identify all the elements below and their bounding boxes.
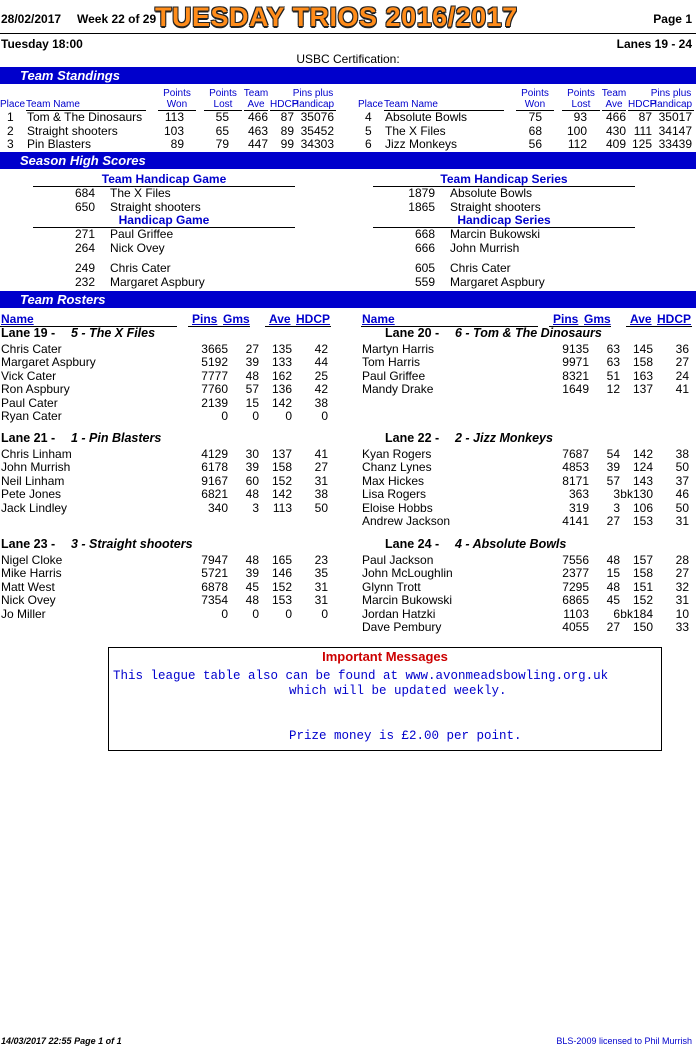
player-name: Glynn Trott bbox=[362, 579, 421, 594]
high-score-name: Margaret Aspbury bbox=[110, 274, 205, 289]
player-hdcp: 31 bbox=[314, 473, 328, 488]
high-score-name: John Murrish bbox=[450, 240, 520, 255]
high-score-name: Chris Cater bbox=[110, 261, 171, 275]
player-gms: 27 bbox=[606, 620, 620, 634]
player-ave: 106 bbox=[632, 500, 653, 515]
player-ave: 142 bbox=[271, 395, 292, 410]
player-pins: 6821 bbox=[201, 487, 228, 501]
section-bar-standings bbox=[0, 67, 696, 84]
player-pins: 7295 bbox=[562, 579, 589, 594]
high-score-value: 271 bbox=[74, 227, 95, 241]
player-gms: 6 bbox=[613, 606, 620, 621]
standing-won: 103 bbox=[163, 123, 184, 138]
standing-hdcp: 99 bbox=[280, 137, 294, 151]
player-ave: 133 bbox=[271, 355, 292, 369]
player-gms: 0 bbox=[252, 606, 259, 621]
high-score-title: Team Handicap Game bbox=[101, 172, 227, 186]
player-gms: 3 bbox=[252, 500, 259, 515]
standing-ave: 409 bbox=[605, 137, 626, 151]
page-number: Page 1 bbox=[653, 12, 692, 26]
player-ave: 136 bbox=[271, 382, 292, 396]
standing-pins: 34147 bbox=[658, 123, 692, 138]
header-underline bbox=[188, 326, 250, 327]
player-ave: 157 bbox=[632, 552, 653, 567]
player-name: Ryan Cater bbox=[1, 409, 62, 423]
player-name: Margaret Aspbury bbox=[1, 355, 96, 369]
standing-ave: 466 bbox=[247, 110, 268, 124]
player-hdcp: 0 bbox=[321, 606, 328, 621]
message-line-1: This league table also can be found at www.avonmeadsbowling.org.uk bbox=[113, 669, 609, 683]
player-ave: 165 bbox=[271, 552, 292, 567]
player-gms: 63 bbox=[606, 355, 620, 369]
team-name: 6 - Tom & The Dinosaurs bbox=[455, 326, 602, 340]
player-hdcp: 46 bbox=[675, 487, 689, 501]
col-header-team-ave: Ave bbox=[605, 99, 623, 110]
standing-hdcp: 87 bbox=[638, 110, 652, 124]
high-score-value: 559 bbox=[414, 274, 435, 289]
player-gms: 12 bbox=[606, 382, 620, 396]
section-bar-high-scores bbox=[0, 152, 696, 169]
roster-header-ave: Ave bbox=[630, 312, 652, 326]
player-gms: 54 bbox=[606, 446, 620, 461]
standing-lost: 55 bbox=[215, 110, 229, 124]
high-score-name: Marcin Bukowski bbox=[450, 227, 541, 241]
standing-lost: 100 bbox=[566, 123, 587, 138]
player-hdcp: 33 bbox=[675, 620, 689, 634]
player-name: Nick Ovey bbox=[1, 593, 56, 607]
high-score-value: 249 bbox=[74, 261, 95, 275]
player-hdcp: 28 bbox=[675, 552, 689, 567]
player-name: Jordan Hatzki bbox=[362, 606, 436, 621]
player-name: Eloise Hobbs bbox=[362, 500, 433, 515]
high-score-value: 1879 bbox=[408, 186, 435, 200]
player-gms: 48 bbox=[245, 487, 259, 501]
player-hdcp: 10 bbox=[675, 606, 689, 621]
player-name: Ron Aspbury bbox=[1, 382, 70, 396]
standing-ave: 463 bbox=[247, 123, 268, 138]
player-gms: 15 bbox=[245, 395, 259, 410]
player-ave: 124 bbox=[632, 460, 653, 474]
player-hdcp: 36 bbox=[675, 341, 689, 356]
player-pins: 6178 bbox=[201, 460, 228, 474]
player-name: Mandy Drake bbox=[362, 382, 434, 396]
player-gms: 63 bbox=[606, 341, 620, 356]
standing-pins: 35076 bbox=[300, 110, 334, 124]
player-gms: 48 bbox=[606, 579, 620, 594]
player-gms: 48 bbox=[245, 368, 259, 383]
high-score-value: 650 bbox=[74, 199, 95, 214]
standing-won: 89 bbox=[170, 137, 184, 151]
player-hdcp: 37 bbox=[675, 473, 689, 488]
col-header-team-ave: Ave bbox=[247, 99, 265, 110]
player-name: John McLoughlin bbox=[362, 566, 453, 580]
player-pins: 9167 bbox=[201, 473, 228, 488]
roster-header-gms: Gms bbox=[223, 312, 250, 326]
player-ave: 162 bbox=[271, 368, 292, 383]
player-name: Matt West bbox=[1, 579, 55, 594]
player-ave: 142 bbox=[632, 446, 653, 461]
player-pins: 1649 bbox=[562, 382, 589, 396]
standing-lost: 65 bbox=[215, 123, 229, 138]
player-ave: 0 bbox=[285, 409, 292, 423]
player-pins: 7760 bbox=[201, 382, 228, 396]
player-name: Vick Cater bbox=[1, 368, 57, 383]
player-gms: 27 bbox=[606, 514, 620, 528]
col-header-place: Place bbox=[0, 99, 26, 110]
player-ave: 153 bbox=[271, 593, 292, 607]
header-divider bbox=[0, 33, 696, 34]
standing-team: Tom & The Dinosaurs bbox=[27, 110, 143, 124]
player-hdcp: 41 bbox=[675, 382, 689, 396]
player-pins: 7687 bbox=[562, 446, 589, 461]
player-hdcp: 44 bbox=[314, 355, 328, 369]
section-title: Team Standings bbox=[20, 68, 120, 83]
high-score-name: Margaret Aspbury bbox=[450, 274, 545, 289]
high-score-value: 605 bbox=[414, 261, 435, 275]
messages-box bbox=[108, 647, 662, 751]
player-name: Chanz Lynes bbox=[362, 460, 432, 474]
high-score-title: Handicap Game bbox=[118, 213, 210, 227]
certification: USBC Certification: bbox=[296, 52, 400, 66]
lane-label: Lane 19 - bbox=[1, 326, 56, 340]
player-ave: 142 bbox=[271, 487, 292, 501]
player-name: Nigel Cloke bbox=[1, 552, 63, 567]
player-hdcp: 41 bbox=[314, 446, 328, 461]
player-gms: 39 bbox=[606, 460, 620, 474]
team-name: 3 - Straight shooters bbox=[71, 537, 193, 551]
standing-team: Pin Blasters bbox=[27, 137, 92, 151]
standing-pins: 35017 bbox=[658, 110, 692, 124]
player-ave: bk130 bbox=[620, 487, 653, 501]
col-header-place: Place bbox=[358, 99, 384, 110]
standing-team: Absolute Bowls bbox=[385, 110, 468, 124]
player-ave: 137 bbox=[271, 446, 292, 461]
player-pins: 7354 bbox=[201, 593, 228, 607]
player-pins: 6878 bbox=[201, 579, 228, 594]
player-pins: 4141 bbox=[562, 514, 589, 528]
standing-lost: 93 bbox=[573, 110, 587, 124]
player-hdcp: 38 bbox=[314, 487, 328, 501]
player-name: Martyn Harris bbox=[362, 341, 435, 356]
player-ave: 163 bbox=[632, 368, 653, 383]
lane-label: Lane 23 - bbox=[1, 537, 56, 551]
standing-hdcp: 89 bbox=[280, 123, 294, 138]
roster-header-pins: Pins bbox=[553, 312, 579, 326]
standing-ave: 430 bbox=[605, 123, 626, 138]
player-gms: 27 bbox=[245, 341, 259, 356]
player-name: John Murrish bbox=[1, 460, 71, 474]
player-name: Neil Linham bbox=[1, 473, 65, 488]
player-gms: 57 bbox=[245, 382, 259, 396]
player-ave: 143 bbox=[632, 473, 653, 488]
standing-place: 4 bbox=[365, 110, 372, 124]
player-name: Chris Linham bbox=[1, 446, 72, 461]
player-pins: 319 bbox=[568, 500, 589, 515]
player-name: Mike Harris bbox=[1, 566, 62, 580]
player-ave: 145 bbox=[632, 341, 653, 356]
col-header-points-won: Points bbox=[163, 88, 191, 99]
col-header-pins-plus: Pins plus bbox=[650, 88, 692, 99]
col-header-team-name: Team Name bbox=[26, 99, 80, 110]
player-gms: 39 bbox=[245, 566, 259, 580]
player-ave: 150 bbox=[632, 620, 653, 634]
footer-license: BLS-2009 licensed to Phil Murrish bbox=[556, 1036, 692, 1046]
player-hdcp: 27 bbox=[675, 566, 689, 580]
player-ave: 135 bbox=[271, 341, 292, 356]
high-score-name: Straight shooters bbox=[110, 199, 201, 214]
player-gms: 48 bbox=[606, 552, 620, 567]
high-score-title: Handicap Series bbox=[457, 213, 551, 227]
player-pins: 5192 bbox=[201, 355, 228, 369]
messages-title: Important Messages bbox=[322, 649, 448, 664]
player-pins: 9971 bbox=[562, 355, 589, 369]
player-hdcp: 31 bbox=[675, 593, 689, 607]
player-name: Dave Pembury bbox=[362, 620, 442, 634]
standing-pins: 35452 bbox=[300, 123, 334, 138]
player-hdcp: 24 bbox=[675, 368, 689, 383]
team-name: 4 - Absolute Bowls bbox=[455, 537, 567, 551]
team-name: 5 - The X Files bbox=[71, 326, 156, 340]
player-ave: 113 bbox=[272, 500, 292, 515]
player-gms: 51 bbox=[606, 368, 620, 383]
player-hdcp: 42 bbox=[314, 341, 328, 356]
roster-header-gms: Gms bbox=[584, 312, 611, 326]
message-line-2: which will be updated weekly. bbox=[289, 684, 507, 698]
player-pins: 2377 bbox=[562, 566, 589, 580]
player-gms: 48 bbox=[245, 552, 259, 567]
header-underline bbox=[626, 326, 692, 327]
player-gms: 60 bbox=[245, 473, 259, 488]
player-pins: 8321 bbox=[562, 368, 589, 383]
player-gms: 15 bbox=[606, 566, 620, 580]
player-pins: 2139 bbox=[201, 395, 228, 410]
player-pins: 7777 bbox=[201, 368, 228, 383]
player-name: Lisa Rogers bbox=[362, 487, 427, 501]
col-header-team-name: Team Name bbox=[384, 99, 438, 110]
player-hdcp: 38 bbox=[675, 446, 689, 461]
section-title: Season High Scores bbox=[20, 153, 146, 168]
standing-won: 68 bbox=[528, 123, 542, 138]
message-line-3: Prize money is £2.00 per point. bbox=[289, 729, 522, 743]
high-score-name: Straight shooters bbox=[450, 199, 541, 214]
high-score-title: Team Handicap Series bbox=[440, 172, 568, 186]
player-gms: 48 bbox=[245, 593, 259, 607]
standing-hdcp: 125 bbox=[631, 137, 652, 151]
player-hdcp: 0 bbox=[321, 409, 328, 423]
standing-place: 5 bbox=[365, 123, 372, 138]
player-name: Paul Jackson bbox=[362, 552, 434, 567]
player-name: Paul Cater bbox=[1, 395, 58, 410]
player-pins: 4055 bbox=[562, 620, 589, 634]
player-ave: 137 bbox=[632, 382, 653, 396]
player-pins: 4129 bbox=[201, 446, 228, 461]
standing-team: Jizz Monkeys bbox=[385, 137, 458, 151]
high-score-value: 668 bbox=[414, 227, 435, 241]
player-ave: bk184 bbox=[620, 606, 653, 621]
player-pins: 7556 bbox=[562, 552, 589, 567]
player-pins: 4853 bbox=[562, 460, 589, 474]
roster-header-name: Name bbox=[1, 312, 34, 326]
player-pins: 7947 bbox=[201, 552, 228, 567]
col-header-points-won: Won bbox=[524, 99, 546, 110]
roster-header-hdcp: HDCP bbox=[296, 312, 331, 326]
player-name: Marcin Bukowski bbox=[362, 593, 453, 607]
standing-lost: 112 bbox=[567, 137, 587, 151]
player-name: Paul Griffee bbox=[362, 368, 426, 383]
player-pins: 6865 bbox=[562, 593, 589, 607]
high-score-value: 1865 bbox=[408, 199, 435, 214]
player-name: Andrew Jackson bbox=[362, 514, 451, 528]
col-header-pins-plus: Handicap bbox=[291, 99, 335, 110]
lane-label: Lane 20 - bbox=[385, 326, 440, 340]
player-name: Pete Jones bbox=[1, 487, 62, 501]
player-hdcp: 27 bbox=[675, 355, 689, 369]
high-score-value: 666 bbox=[414, 240, 435, 255]
week-indicator: Week 22 of 29 bbox=[77, 12, 157, 26]
col-header-points-lost: Lost bbox=[213, 99, 233, 110]
roster-header-name: Name bbox=[362, 312, 395, 326]
col-header-team-ave: Team bbox=[601, 88, 627, 99]
standing-won: 75 bbox=[528, 110, 542, 124]
standing-pins: 33439 bbox=[658, 137, 692, 151]
col-header-points-lost: Points bbox=[567, 88, 595, 99]
player-ave: 152 bbox=[271, 473, 292, 488]
player-gms: 3 bbox=[613, 500, 620, 515]
high-score-value: 264 bbox=[74, 240, 95, 255]
player-ave: 158 bbox=[632, 566, 653, 580]
player-gms: 45 bbox=[245, 579, 259, 594]
player-hdcp: 23 bbox=[314, 552, 328, 567]
player-name: Chris Cater bbox=[1, 341, 62, 356]
col-header-points-lost: Points bbox=[209, 88, 237, 99]
high-score-name: Nick Ovey bbox=[110, 240, 165, 255]
high-score-value: 232 bbox=[74, 274, 95, 289]
high-score-name: Absolute Bowls bbox=[450, 186, 533, 200]
standing-ave: 466 bbox=[605, 110, 626, 124]
player-ave: 152 bbox=[632, 593, 653, 607]
player-pins: 3665 bbox=[201, 341, 228, 356]
header-underline bbox=[265, 326, 331, 327]
lane-label: Lane 21 - bbox=[1, 431, 56, 445]
player-ave: 158 bbox=[271, 460, 292, 474]
player-gms: 30 bbox=[245, 446, 259, 461]
standing-place: 2 bbox=[7, 123, 14, 138]
player-hdcp: 35 bbox=[314, 566, 328, 580]
player-pins: 8171 bbox=[562, 473, 589, 488]
player-hdcp: 50 bbox=[675, 500, 689, 515]
team-name: 2 - Jizz Monkeys bbox=[455, 431, 553, 445]
player-hdcp: 31 bbox=[314, 579, 328, 594]
team-name: 1 - Pin Blasters bbox=[71, 431, 162, 445]
roster-header-pins: Pins bbox=[192, 312, 218, 326]
player-hdcp: 38 bbox=[314, 395, 328, 410]
standing-won: 113 bbox=[164, 110, 184, 124]
player-pins: 0 bbox=[221, 409, 228, 423]
player-hdcp: 50 bbox=[314, 500, 328, 515]
section-bar-rosters bbox=[0, 291, 696, 308]
col-header-points-won: Points bbox=[521, 88, 549, 99]
player-name: Tom Harris bbox=[362, 355, 421, 369]
player-name: Kyan Rogers bbox=[362, 446, 432, 461]
section-title: Team Rosters bbox=[20, 292, 106, 307]
player-name: Max Hickes bbox=[362, 473, 425, 488]
high-score-value: 684 bbox=[74, 186, 95, 200]
lanes: Lanes 19 - 24 bbox=[616, 37, 692, 51]
player-name: Jo Miller bbox=[1, 606, 46, 621]
high-score-name: The X Files bbox=[110, 186, 171, 200]
player-hdcp: 25 bbox=[314, 368, 328, 383]
standing-place: 6 bbox=[365, 137, 372, 151]
standing-ave: 447 bbox=[247, 137, 268, 151]
player-name: Jack Lindley bbox=[1, 500, 68, 515]
col-header-hdcp: HDCP bbox=[270, 99, 299, 110]
day-time: Tuesday 18:00 bbox=[1, 37, 83, 51]
player-gms: 3 bbox=[613, 487, 620, 501]
player-hdcp: 31 bbox=[675, 514, 689, 528]
footer-printed: 14/03/2017 22:55 Page 1 of 1 bbox=[1, 1036, 122, 1046]
player-hdcp: 50 bbox=[675, 460, 689, 474]
lane-label: Lane 24 - bbox=[385, 537, 440, 551]
col-header-hdcp: HDCP bbox=[628, 99, 657, 110]
standing-hdcp: 111 bbox=[633, 123, 652, 138]
player-ave: 158 bbox=[632, 355, 653, 369]
print-date: 28/02/2017 bbox=[1, 12, 62, 26]
lane-label: Lane 22 - bbox=[385, 431, 440, 445]
player-hdcp: 42 bbox=[314, 382, 328, 396]
player-gms: 57 bbox=[606, 473, 620, 488]
league-title: TUESDAY TRIOS 2016/2017 bbox=[155, 2, 518, 32]
standing-lost: 79 bbox=[215, 137, 229, 151]
player-pins: 340 bbox=[207, 500, 228, 515]
standing-won: 56 bbox=[528, 137, 542, 151]
player-ave: 0 bbox=[285, 606, 292, 621]
standing-pins: 34303 bbox=[300, 137, 334, 151]
roster-header-hdcp: HDCP bbox=[657, 312, 692, 326]
col-header-points-lost: Lost bbox=[571, 99, 591, 110]
player-hdcp: 31 bbox=[314, 593, 328, 607]
standing-place: 1 bbox=[7, 110, 14, 124]
player-pins: 0 bbox=[221, 606, 228, 621]
player-hdcp: 32 bbox=[675, 579, 689, 594]
player-gms: 39 bbox=[245, 460, 259, 474]
player-pins: 9135 bbox=[562, 341, 589, 356]
player-ave: 152 bbox=[271, 579, 292, 594]
player-gms: 45 bbox=[606, 593, 620, 607]
col-header-pins-plus: Handicap bbox=[649, 99, 693, 110]
player-pins: 363 bbox=[568, 487, 589, 501]
col-header-points-won: Won bbox=[166, 99, 188, 110]
player-gms: 0 bbox=[252, 409, 259, 423]
col-header-pins-plus: Pins plus bbox=[292, 88, 334, 99]
high-score-name: Chris Cater bbox=[450, 261, 511, 275]
player-gms: 39 bbox=[245, 355, 259, 369]
player-hdcp: 27 bbox=[314, 460, 328, 474]
player-pins: 5721 bbox=[201, 566, 228, 580]
player-ave: 153 bbox=[632, 514, 653, 528]
standing-hdcp: 87 bbox=[280, 110, 294, 124]
roster-header-ave: Ave bbox=[269, 312, 291, 326]
player-pins: 1103 bbox=[563, 606, 589, 621]
high-score-name: Paul Griffee bbox=[110, 227, 174, 241]
standing-team: The X Files bbox=[385, 123, 446, 138]
player-ave: 151 bbox=[632, 579, 653, 594]
standing-place: 3 bbox=[7, 137, 14, 151]
player-ave: 146 bbox=[271, 566, 292, 580]
standing-team: Straight shooters bbox=[27, 123, 118, 138]
col-header-team-ave: Team bbox=[243, 88, 269, 99]
